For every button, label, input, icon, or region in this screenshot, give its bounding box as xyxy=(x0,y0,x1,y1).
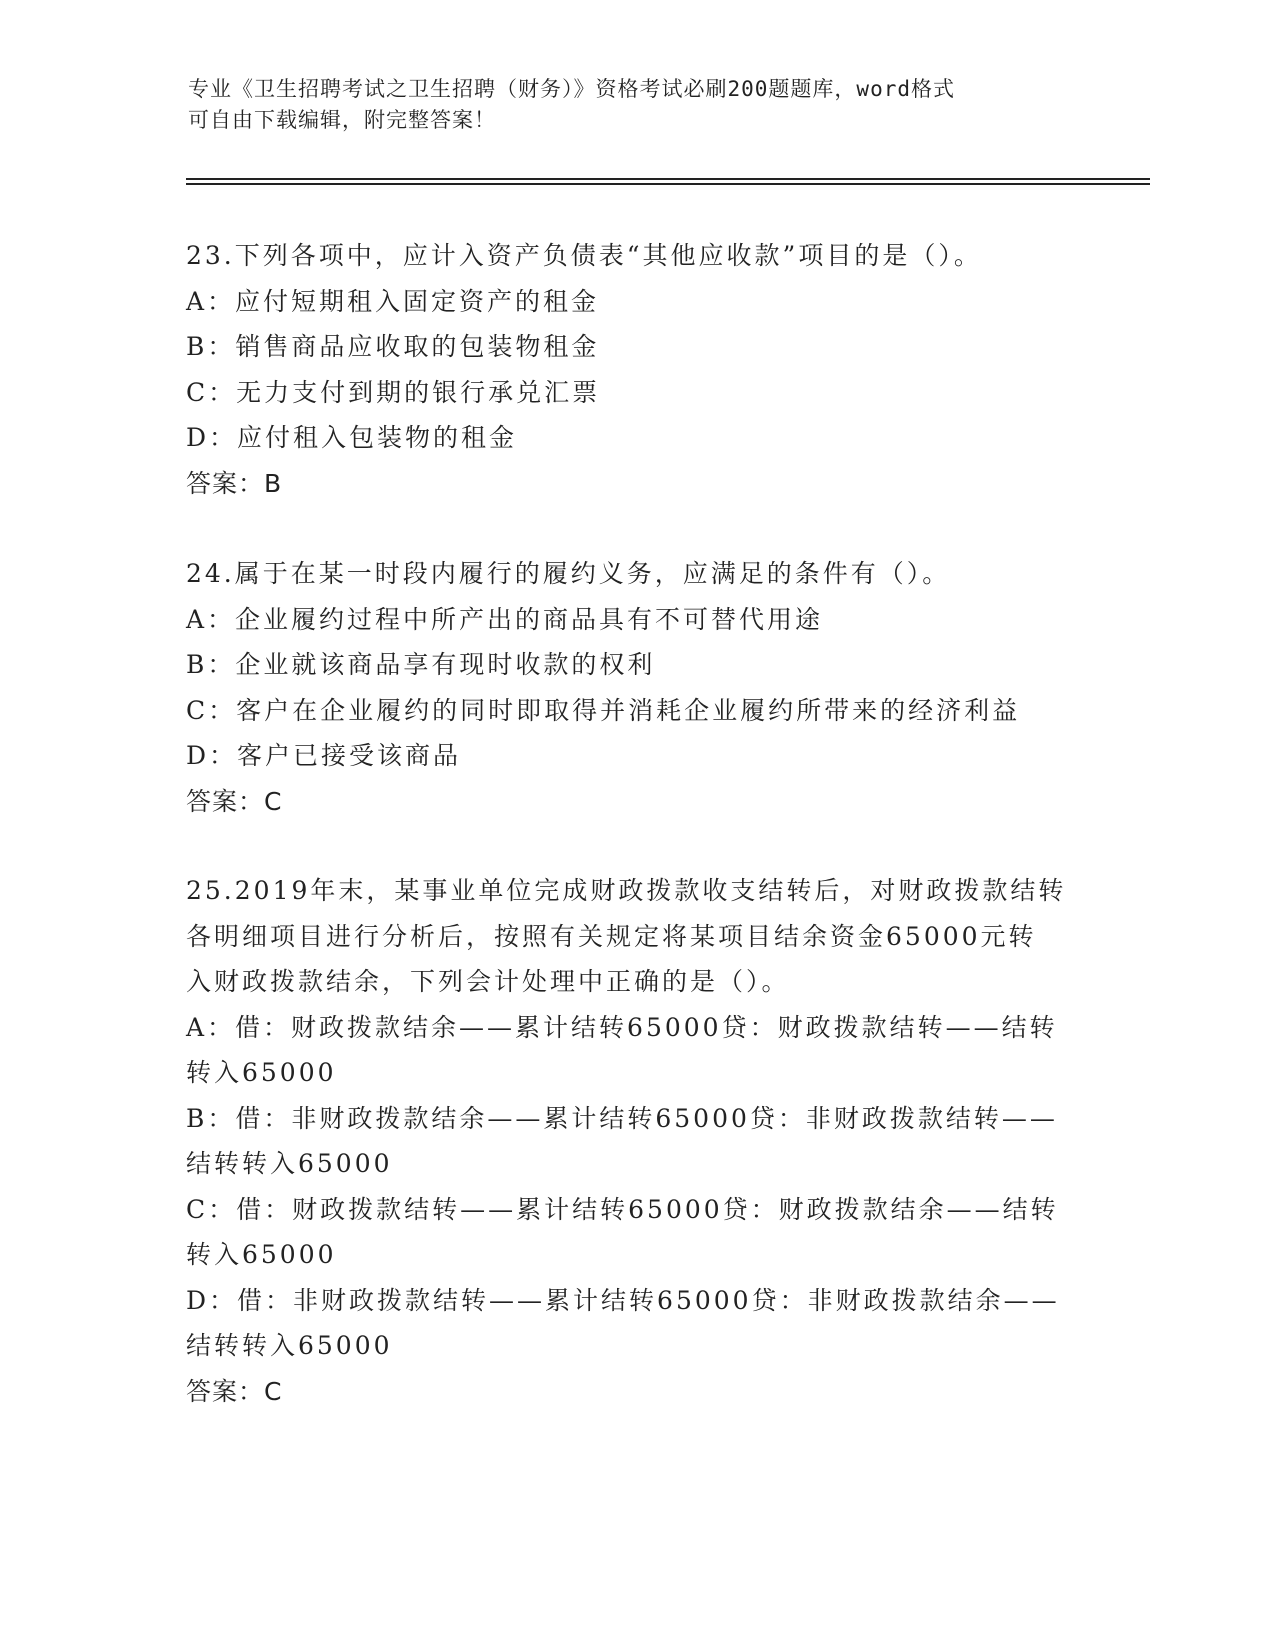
option-a: A：应付短期租入固定资产的租金 xyxy=(186,286,600,316)
question-stem: 24.属于在某一时段内履行的履约义务，应满足的条件有（）。 xyxy=(186,559,951,588)
answer: 答案：C xyxy=(186,786,283,816)
option-a-line-2: 转入65000 xyxy=(186,1058,337,1087)
option-d-line-2: 结转转入65000 xyxy=(186,1331,393,1360)
header-divider-top xyxy=(186,178,1150,180)
option-b: B：销售商品应收取的包装物租金 xyxy=(186,332,600,361)
question-25 xyxy=(186,868,1086,1414)
option-d: D：客户已接受该商品 xyxy=(186,741,462,770)
option-d-line-1: D：借：非财政拨款结转——累计结转65000贷：非财政拨款结余—— xyxy=(186,1285,1060,1315)
header-line-2: 可自由下载编辑，附完整答案！ xyxy=(188,108,496,132)
question-23 xyxy=(186,233,1086,506)
option-c: C：客户在企业履约的同时即取得并消耗企业履约所带来的经济利益 xyxy=(186,695,1021,725)
option-c: C：无力支付到期的银行承兑汇票 xyxy=(186,377,601,407)
option-b: B：企业就该商品享有现时收款的权利 xyxy=(186,650,656,679)
answer: 答案：C xyxy=(186,1376,283,1406)
question-stem-line-3: 入财政拨款结余，下列会计处理中正确的是（）。 xyxy=(186,967,790,996)
question-stem: 23.下列各项中，应计入资产负债表“其他应收款”项目的是（）。 xyxy=(186,241,982,270)
option-a-line-1: A：借：财政拨款结余——累计结转65000贷：财政拨款结转——结转 xyxy=(186,1012,1058,1042)
option-d: D：应付租入包装物的租金 xyxy=(186,423,518,452)
option-a: A：企业履约过程中所产出的商品具有不可替代用途 xyxy=(186,604,824,634)
option-c-line-2: 转入65000 xyxy=(186,1240,337,1269)
answer: 答案：B xyxy=(186,468,283,498)
option-c-line-1: C：借：财政拨款结转——累计结转65000贷：财政拨款结余——结转 xyxy=(186,1194,1059,1224)
option-b-line-2: 结转转入65000 xyxy=(186,1149,393,1178)
option-b-line-1: B：借：非财政拨款结余——累计结转65000贷：非财政拨款结转—— xyxy=(186,1103,1058,1133)
header-divider-bottom xyxy=(186,183,1150,185)
header-line-1: 专业《卫生招聘考试之卫生招聘（财务）》资格考试必刷200题题库，word格式 xyxy=(188,77,955,101)
question-stem-line-1: 25.2019年末，某事业单位完成财政拨款收支结转后，对财政拨款结转 xyxy=(186,876,1067,905)
question-24 xyxy=(186,551,1086,824)
question-stem-line-2: 各明细项目进行分析后，按照有关规定将某项目结余资金65000元转 xyxy=(186,921,1037,951)
document-header xyxy=(188,74,1068,136)
